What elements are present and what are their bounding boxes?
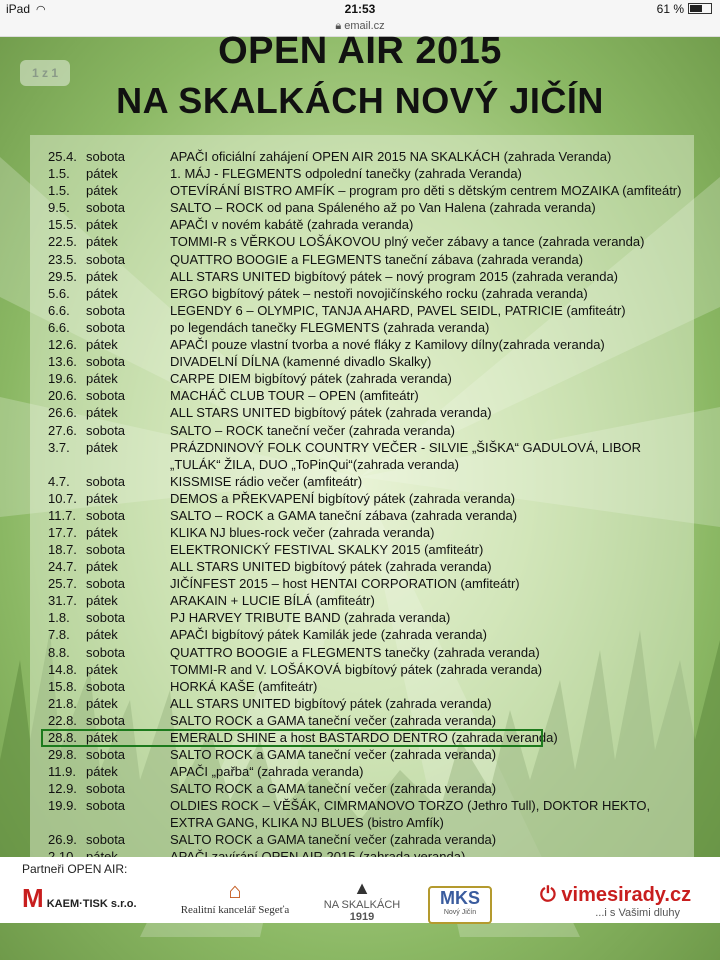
event-name: KISSMISE rádio večer (amfiteátr) xyxy=(170,473,363,489)
event-row xyxy=(48,199,698,216)
event-name: PJ HARVEY TRIBUTE BAND (zahrada veranda) xyxy=(170,610,451,626)
event-day: pátek xyxy=(86,559,118,575)
event-name: SALTO – ROCK a GAMA taneční zábava (zahrada veranda) xyxy=(170,507,518,523)
event-date: 24.7. xyxy=(48,559,77,575)
event-date: 13.6. xyxy=(48,354,77,370)
event-day: pátek xyxy=(86,405,118,421)
event-name: SALTO ROCK a GAMA taneční večer (zahrada veranda) xyxy=(170,781,497,797)
event-row xyxy=(48,165,698,182)
event-row xyxy=(48,661,698,678)
wifi-icon: ◠ xyxy=(36,4,46,16)
event-day: sobota xyxy=(86,251,126,267)
event-day: sobota xyxy=(86,473,126,489)
event-row xyxy=(48,353,698,370)
event-name: APAČI oficiální zahájení OPEN AIR 2015 NA SKALKÁCH (zahrada Veranda) xyxy=(170,149,612,164)
event-row xyxy=(48,216,698,233)
event-date: 9.5. xyxy=(48,200,70,216)
page-indicator: 1 z 1 xyxy=(20,60,70,86)
event-day: pátek xyxy=(86,593,118,609)
event-day: sobota xyxy=(86,422,126,438)
event-name: HORKÁ KAŠE (amfiteátr) xyxy=(170,678,318,694)
event-day: sobota xyxy=(86,388,126,404)
event-row xyxy=(48,473,698,490)
event-date: 12.6. xyxy=(48,337,77,353)
event-row xyxy=(48,148,698,165)
event-row xyxy=(48,626,698,643)
event-row xyxy=(48,404,698,421)
event-date: 28.8. xyxy=(48,730,77,745)
event-date: 11.7. xyxy=(48,507,76,523)
event-name: APAČI „pařba“ (zahrada veranda) xyxy=(170,764,364,780)
event-day: pátek xyxy=(86,166,118,182)
event-date: 27.6. xyxy=(48,422,77,438)
event-date: 29.5. xyxy=(48,268,77,284)
event-day: sobota xyxy=(86,832,126,848)
event-day: sobota xyxy=(86,200,126,216)
event-day: pátek xyxy=(86,490,118,506)
event-name: SALTO ROCK a GAMA taneční večer (zahrada veranda) xyxy=(170,712,497,728)
event-day: pátek xyxy=(86,371,118,387)
event-row xyxy=(48,644,698,661)
event-day: sobota xyxy=(86,781,126,797)
event-name: po legendách tanečky FLEGMENTS (zahrada veranda) xyxy=(170,319,490,335)
event-name: SALTO ROCK a GAMA taneční večer (zahrada veranda) xyxy=(170,832,497,848)
event-day: sobota xyxy=(86,507,126,523)
event-day: pátek xyxy=(86,661,118,677)
event-day: pátek xyxy=(86,285,118,301)
event-date: 31.7. xyxy=(48,593,77,609)
event-date: 6.6. xyxy=(48,302,70,318)
ios-status-bar xyxy=(0,0,720,18)
event-row xyxy=(48,712,698,729)
event-day: pátek xyxy=(86,217,118,233)
event-day: pátek xyxy=(86,524,118,540)
event-date: 19.9. xyxy=(48,798,77,814)
event-name: ELEKTRONICKÝ FESTIVAL SKALKY 2015 (amfiteátr) xyxy=(170,541,484,557)
event-date: 25.7. xyxy=(48,576,77,592)
event-row xyxy=(48,575,698,592)
event-date: 23.5. xyxy=(48,251,77,267)
event-day: sobota xyxy=(86,576,126,592)
event-day: sobota xyxy=(86,747,126,763)
event-day: pátek xyxy=(86,268,118,284)
event-date: 8.8. xyxy=(48,644,70,660)
event-name: LEGENDY 6 – OLYMPIC, TANJA AHARD, PAVEL SEIDL, PATRICIE (amfiteátr) xyxy=(170,302,626,318)
event-row xyxy=(48,233,698,250)
event-row xyxy=(48,797,698,831)
event-name: APAČI bigbítový pátek Kamilák jede (zahrada veranda) xyxy=(170,627,487,643)
event-name: TOMMI-R s VĚRKOU LOŠÁKOVOU plný večer zábavy a tance (zahrada veranda) xyxy=(170,234,645,250)
event-name: KLIKA NJ blues-rock večer (zahrada veranda) xyxy=(170,524,435,540)
event-name: 1. MÁJ - FLEGMENTS odpolední tanečky (zahrada Veranda) xyxy=(170,166,522,182)
event-row xyxy=(48,302,698,319)
event-date: 11.9. xyxy=(48,764,76,780)
event-day: sobota xyxy=(86,354,126,370)
event-date: 7.8. xyxy=(48,627,70,643)
event-date: 15.8. xyxy=(48,678,77,694)
event-date: 5.6. xyxy=(48,285,70,301)
event-name: CARPE DIEM bigbítový pátek (zahrada veranda) xyxy=(170,371,452,387)
na-skalkach-logo: ▲ NA SKALKÁCH 1919 xyxy=(323,878,401,923)
event-row xyxy=(48,763,698,780)
event-day: sobota xyxy=(86,149,126,164)
event-date: 21.8. xyxy=(48,695,77,711)
event-row xyxy=(48,541,698,558)
event-schedule xyxy=(48,148,698,866)
event-row xyxy=(48,831,698,848)
event-day: sobota xyxy=(86,319,126,335)
vimesirady-logo: ⏻ vimesirady.cz ...i s Vašimi dluhy xyxy=(540,884,692,919)
event-name: APAČI v novém kabátě (zahrada veranda) xyxy=(170,217,414,233)
event-name: MACHÁČ CLUB TOUR – OPEN (amfiteátr) xyxy=(170,388,419,404)
event-name: DEMOS a PŘEKVAPENÍ bigbítový pátek (zahrada veranda) xyxy=(170,490,516,506)
event-date: 22.8. xyxy=(48,712,77,728)
event-date: 12.9. xyxy=(48,781,77,797)
event-name: TOMMI-R and V. LOŠÁKOVÁ bigbítový pátek (zahrada veranda) xyxy=(170,661,543,677)
url-text: email.cz xyxy=(344,20,385,32)
event-name: SALTO – ROCK taneční večer (zahrada veranda) xyxy=(170,422,455,438)
event-date: 22.5. xyxy=(48,234,77,250)
event-row xyxy=(48,609,698,626)
event-row xyxy=(48,370,698,387)
poster-title: OPEN AIR 2015 xyxy=(218,30,502,72)
event-row xyxy=(48,678,698,695)
event-day: sobota xyxy=(86,610,126,626)
event-date: 1.5. xyxy=(48,166,70,182)
event-date: 20.6. xyxy=(48,388,77,404)
event-row xyxy=(48,490,698,507)
battery-indicator: 61 % xyxy=(657,2,712,16)
highlight-box xyxy=(41,729,543,747)
event-name: DIVADELNÍ DÍLNA (kamenné divadlo Skalky) xyxy=(170,354,432,370)
event-day: sobota xyxy=(86,798,126,814)
lock-icon: 🔒︎ xyxy=(335,20,342,32)
partners-title: Partneři OPEN AIR: xyxy=(22,862,128,876)
event-date: 17.7. xyxy=(48,524,77,540)
event-row xyxy=(48,592,698,609)
event-name: EMERALD SHINE a host BASTARDO DENTRO (zahrada veranda) xyxy=(170,730,558,745)
event-date: 1.5. xyxy=(48,183,70,199)
event-day: pátek xyxy=(86,234,118,250)
event-name: ARAKAIN + LUCIE BÍLÁ (amfiteátr) xyxy=(170,593,375,609)
event-row xyxy=(48,422,698,439)
event-day: pátek xyxy=(86,183,118,199)
device-label: iPad ◠ xyxy=(6,2,46,16)
house-icon: ⌂ xyxy=(228,878,242,903)
event-date: 4.7. xyxy=(48,473,70,489)
event-date: 19.6. xyxy=(48,371,77,387)
event-name: PRÁZDNINOVÝ FOLK COUNTRY VEČER - SILVIE „ŠIŠKA“ GADULOVÁ, LIBOR „TULÁK“ ŽILA, DUO „ToPinQui“(zahrada veranda) xyxy=(170,439,641,472)
event-day: sobota xyxy=(86,678,126,694)
event-day: sobota xyxy=(86,541,126,557)
event-day: pátek xyxy=(86,337,118,353)
event-name: ALL STARS UNITED bigbítový pátek (zahrada veranda) xyxy=(170,695,492,711)
event-date: 3.7. xyxy=(48,439,70,455)
kaem-m-icon: M xyxy=(22,883,44,913)
event-name: ALL STARS UNITED bigbítový pátek (zahrada veranda) xyxy=(170,559,492,575)
event-date: 14.8. xyxy=(48,661,77,677)
event-row xyxy=(48,285,698,302)
reality-logo: ⌂ Realitní kancelář Segeťa xyxy=(165,878,305,916)
event-row xyxy=(48,695,698,712)
event-day: sobota xyxy=(86,712,126,728)
event-name: QUATTRO BOOGIE a FLEGMENTS tanečky (zahrada veranda) xyxy=(170,644,540,660)
event-day: pátek xyxy=(86,439,118,455)
event-day: pátek xyxy=(86,627,118,643)
event-date: 1.8. xyxy=(48,610,70,626)
event-row xyxy=(48,746,698,763)
event-row xyxy=(48,319,698,336)
event-row xyxy=(48,182,698,199)
event-date: 6.6. xyxy=(48,319,70,335)
event-name: JIČÍNFEST 2015 – host HENTAI CORPORATION (amfiteátr) xyxy=(170,576,520,592)
event-row xyxy=(48,780,698,797)
mountain-icon: ▲ xyxy=(353,878,371,898)
event-date: 26.6. xyxy=(48,405,77,421)
event-day: pátek xyxy=(86,695,118,711)
event-row xyxy=(48,336,698,353)
event-name: SALTO – ROCK od pana Spáleného až po Van Halena (zahrada veranda) xyxy=(170,200,596,216)
event-name: SALTO ROCK a GAMA taneční večer (zahrada veranda) xyxy=(170,747,497,763)
event-day: pátek xyxy=(86,764,118,780)
event-row xyxy=(48,268,698,285)
event-date: 25.4. xyxy=(48,149,77,164)
event-row xyxy=(48,251,698,268)
kaem-tisk-logo: M KAEM·TISK s.r.o. xyxy=(22,883,137,913)
event-name: APAČI pouze vlastní tvorba a nové fláky z Kamilovy dílny(zahrada veranda) xyxy=(170,337,605,353)
event-day: pátek xyxy=(86,730,118,745)
event-day: sobota xyxy=(86,302,126,318)
event-date: 10.7. xyxy=(48,490,77,506)
event-date: 18.7. xyxy=(48,541,77,557)
event-name: ALL STARS UNITED bigbítový pátek – nový program 2015 (zahrada veranda) xyxy=(170,268,618,284)
event-name: QUATTRO BOOGIE a FLEGMENTS taneční zábava (zahrada veranda) xyxy=(170,251,584,267)
event-name: ALL STARS UNITED bigbítový pátek (zahrada veranda) xyxy=(170,405,492,421)
power-icon: ⏻ xyxy=(540,884,556,906)
event-date: 29.8. xyxy=(48,747,77,763)
event-row xyxy=(48,524,698,541)
event-name: ERGO bigbítový pátek – nestoři novojičínského rocku (zahrada veranda) xyxy=(170,285,588,301)
event-row xyxy=(48,439,698,473)
event-row xyxy=(48,387,698,404)
event-row xyxy=(48,558,698,575)
mks-logo: MKS Nový Jičín xyxy=(428,886,492,924)
event-day: sobota xyxy=(86,644,126,660)
event-row xyxy=(48,507,698,524)
battery-icon xyxy=(688,3,712,14)
event-name: OLDIES ROCK – VĚŠÁK, CIMRMANOVO TORZO (Jethro Tull), DOKTOR HEKTO, EXTRA GANG, KLIKA NJ BLUES (bistro Amfík) xyxy=(170,798,651,831)
clock: 21:53 xyxy=(344,2,376,16)
event-date: 15.5. xyxy=(48,217,77,233)
event-date: 26.9. xyxy=(48,832,77,848)
event-name: OTEVÍRÁNÍ BISTRO AMFÍK – program pro děti s dětským centrem MOZAIKA (amfiteátr) xyxy=(170,183,682,199)
poster-subtitle: NA SKALKÁCH NOVÝ JIČÍN xyxy=(116,80,604,121)
